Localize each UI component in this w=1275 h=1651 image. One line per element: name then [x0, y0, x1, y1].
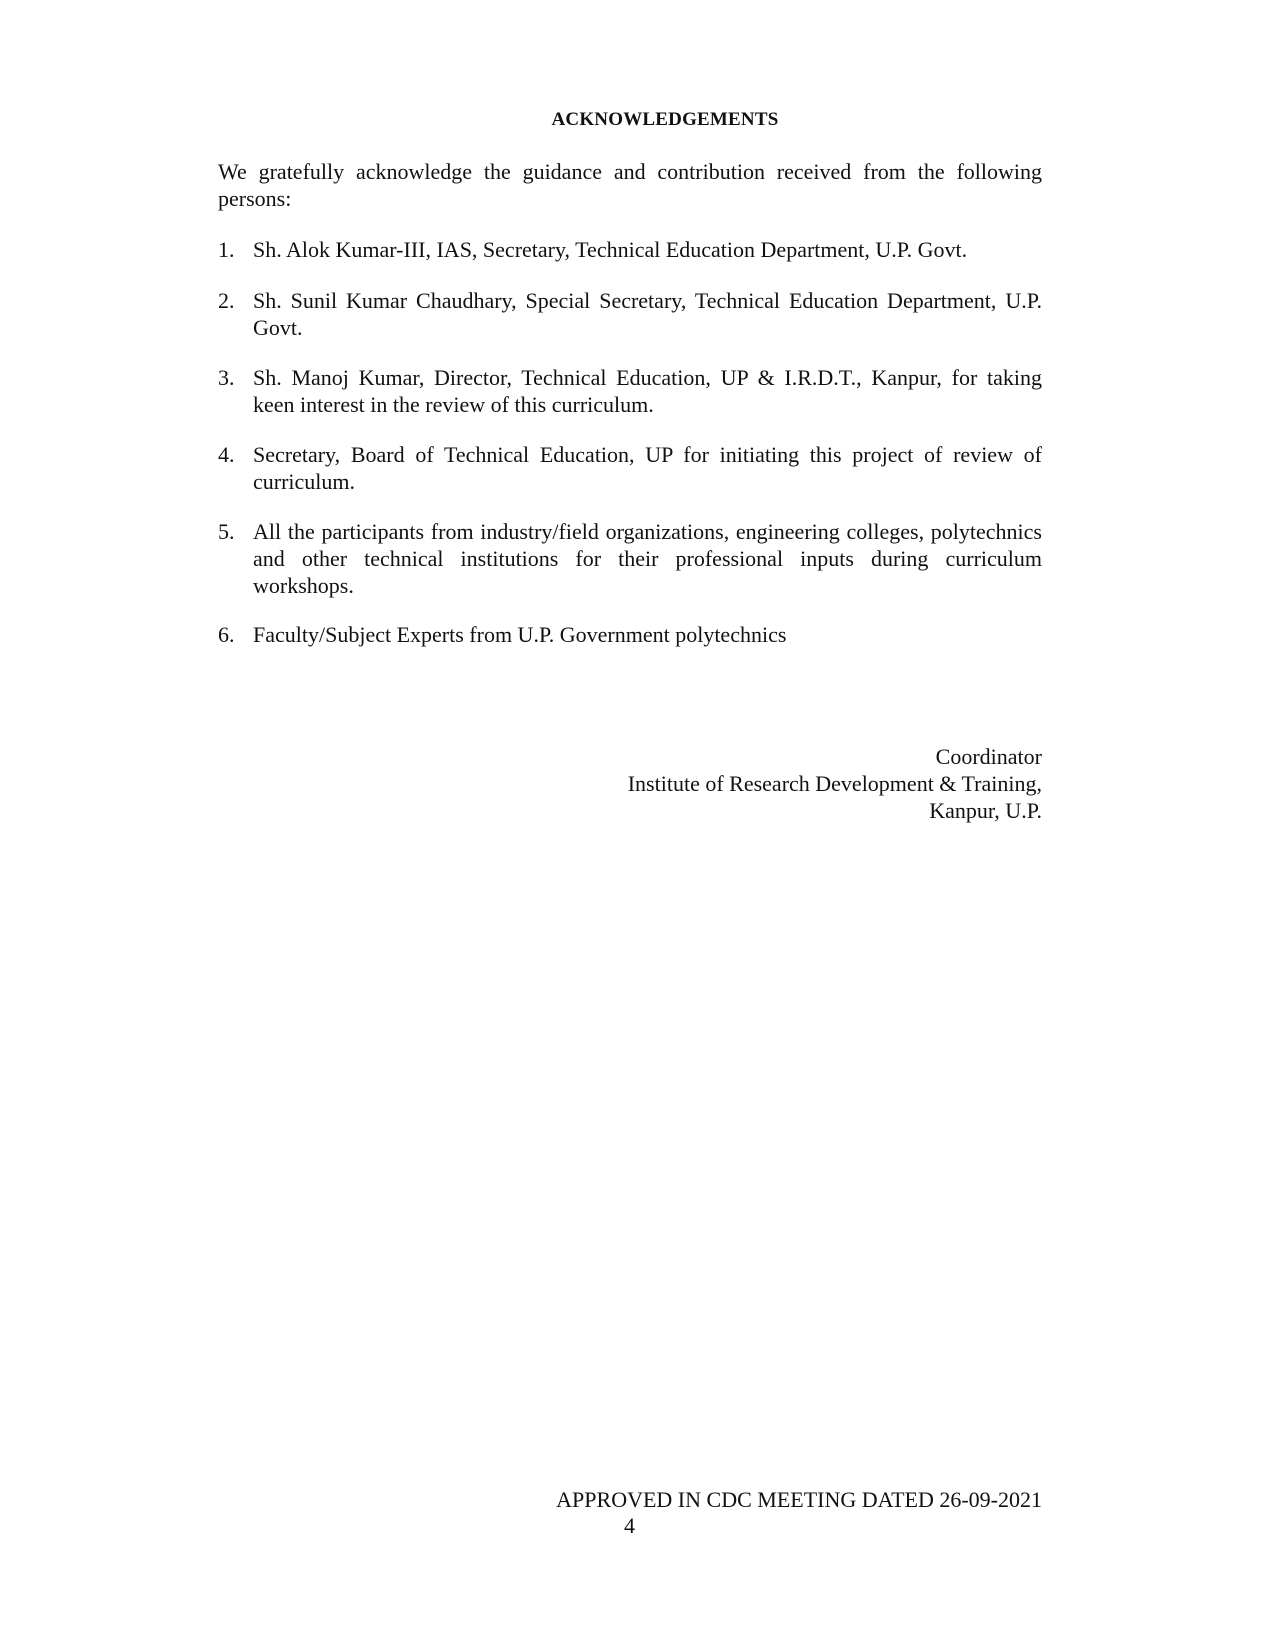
- list-item-number: 2.: [218, 288, 235, 313]
- list-item: [218, 236, 1042, 263]
- list-item-number: 4.: [218, 442, 235, 467]
- list-item: [218, 441, 1042, 495]
- signature-block: [628, 743, 1042, 824]
- list-item-number: 1.: [218, 237, 235, 262]
- list-item-number: 3.: [218, 365, 235, 390]
- list-item-number: 6.: [218, 622, 235, 647]
- page-number: 4: [624, 1513, 635, 1538]
- intro-paragraph: We gratefully acknowledge the guidance and contribution received from the following persons:: [218, 159, 1042, 211]
- list-item-text: Secretary, Board of Technical Education, UP for initiating this project of review of curriculum.: [253, 442, 1042, 494]
- list-item-text: Sh. Alok Kumar-III, IAS, Secretary, Technical Education Department, U.P. Govt.: [253, 237, 968, 262]
- list-item-text: Sh. Manoj Kumar, Director, Technical Education, UP & I.R.D.T., Kanpur, for taking keen interest in the review of this curriculum.: [253, 365, 1042, 417]
- list-item-number: 5.: [218, 519, 235, 544]
- list-item: [218, 287, 1042, 341]
- list-item: [218, 364, 1042, 418]
- signature-institute: Institute of Research Development & Training,: [627, 771, 1042, 796]
- list-item: [218, 621, 1042, 648]
- approval-note: APPROVED IN CDC MEETING DATED 26-09-2021: [556, 1487, 1042, 1512]
- list-item: [218, 518, 1042, 599]
- signature-role: Coordinator: [935, 744, 1042, 769]
- page-title: ACKNOWLEDGEMENTS: [551, 109, 779, 130]
- list-item-text: Sh. Sunil Kumar Chaudhary, Special Secretary, Technical Education Department, U.P. Govt.: [253, 288, 1042, 340]
- list-item-text: Faculty/Subject Experts from U.P. Government polytechnics: [253, 622, 787, 647]
- list-item-text: All the participants from industry/field organizations, engineering colleges, polytechnics and other technical institutions for their professional inputs during curriculum workshops.: [253, 519, 1042, 598]
- signature-location: Kanpur, U.P.: [929, 798, 1042, 823]
